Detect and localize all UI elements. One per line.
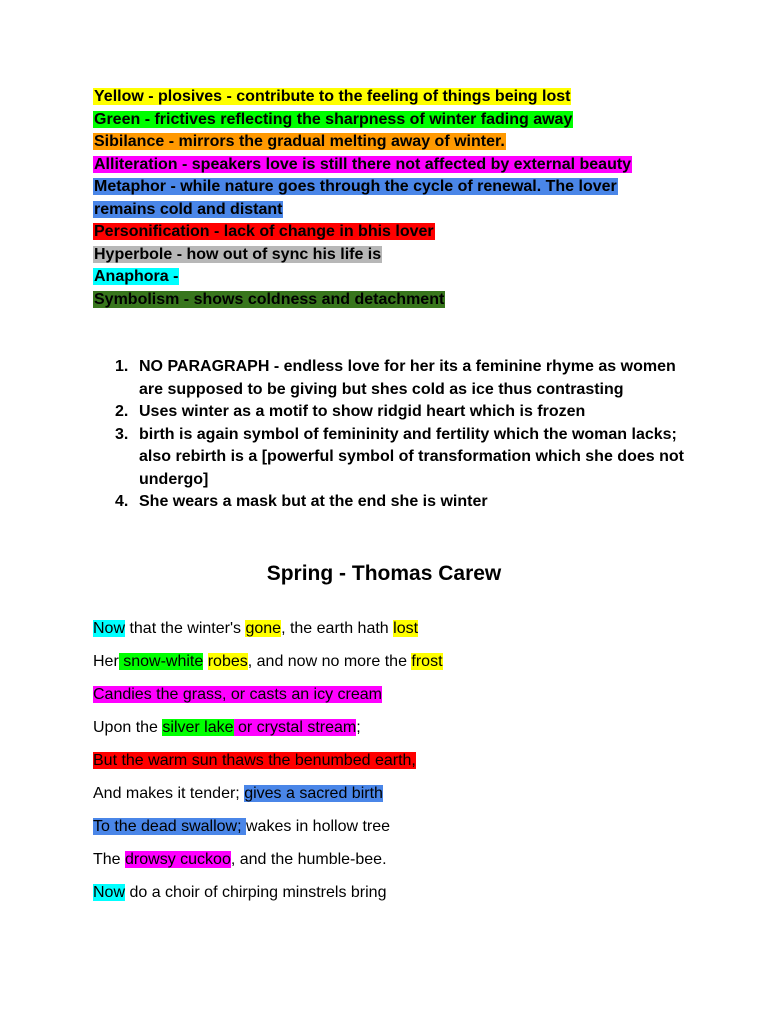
poem-highlight: But the warm sun thaws the benumbed earth, [93, 752, 416, 769]
poem-text: do a choir of chirping minstrels bring [125, 884, 387, 901]
note-number: 3. [115, 425, 129, 443]
poem-highlight: lost [393, 620, 419, 637]
legend-highlight: Metaphor - while nature goes through the cycle of renewal. The lover remains cold and distant [94, 178, 617, 218]
legend-line [93, 221, 653, 244]
legend-line [93, 109, 653, 132]
legend-highlight: Personification - lack of change in bhis lover [94, 223, 434, 240]
poem-text: , the earth hath [281, 620, 394, 637]
poem-body [93, 618, 693, 915]
legend-highlight: Hyperbole - how out of sync his life is [94, 245, 382, 263]
note-item [93, 356, 693, 401]
note-number: 2. [115, 403, 129, 420]
note-item [93, 401, 693, 424]
legend-highlight: Yellow - plosives - contribute to the feeling of things being lost [94, 88, 571, 105]
poem-highlight: frost [411, 653, 443, 670]
poem-highlight: Now [93, 884, 126, 901]
poem-text: ; [356, 719, 361, 736]
poem-text: Upon the [93, 719, 163, 736]
legend-line [93, 131, 653, 154]
poem-line [93, 882, 693, 915]
legend-highlight: Anaphora - [94, 268, 179, 285]
poem-line [93, 717, 693, 750]
poem-highlight: drowsy cuckoo [125, 851, 231, 868]
poem-line [93, 651, 693, 684]
legend-line [93, 266, 653, 289]
legend-line [93, 244, 653, 267]
note-lead: NO PARAGRAPH - [139, 358, 280, 375]
poem-text: The [93, 851, 126, 868]
poem-highlight: Now [93, 620, 126, 637]
legend-highlight: Symbolism - shows coldness and detachment [94, 290, 445, 308]
note-item [93, 424, 693, 492]
poem-highlight: Candies the grass, or casts an icy cream [93, 686, 383, 703]
legend-line [93, 176, 653, 221]
poem-text: wakes in hollow tree [245, 818, 391, 835]
poem-line [93, 783, 693, 816]
poem-highlight: silver lake [162, 719, 234, 736]
legend-highlight: Green - frictives reflecting the sharpness of winter fading away [94, 110, 573, 128]
poem-text: that the winter's [125, 620, 246, 637]
analysis-notes-list [93, 356, 693, 514]
note-text: birth is again symbol of femininity and fertility which the woman lacks; also rebirth is a [powerful symbol of transformation which she does not undergo] [139, 425, 684, 488]
poem-highlight: snow-white [118, 653, 204, 670]
legend-highlight: Sibilance - mirrors the gradual melting away of winter. [94, 133, 505, 150]
poem-line [93, 750, 693, 783]
poem-text: And makes it tender; [93, 785, 245, 802]
legend-highlight: Alliteration - speakers love is still there not affected by external beauty [94, 155, 632, 173]
note-text: She wears a mask but at the end she is winter [139, 493, 488, 510]
poem-text: , and now no more the [247, 653, 412, 670]
legend-line [93, 154, 653, 177]
poem-title: Spring - Thomas Carew [266, 562, 502, 585]
note-text: endless love for her its a feminine rhyme as women are supposed to be giving but shes cold as ice thus contrasting [139, 358, 676, 398]
poem-highlight: robes [207, 653, 248, 670]
poem-highlight: gone [245, 620, 282, 637]
poem-text: Her [93, 653, 119, 670]
poem-line [93, 618, 693, 651]
note-number: 4. [115, 493, 129, 510]
legend-line [93, 289, 653, 312]
color-legend [93, 86, 653, 311]
note-text: Uses winter as a motif to show ridgid heart which is frozen [139, 403, 586, 420]
poem-highlight: To the dead swallow; [93, 818, 246, 835]
note-number: 1. [115, 358, 129, 375]
note-item [93, 491, 693, 514]
legend-line [93, 86, 653, 109]
poem-line [93, 684, 693, 717]
poem-text: , and the humble-bee. [230, 851, 387, 868]
poem-line [93, 849, 693, 882]
poem-highlight: or crystal stream [233, 719, 357, 736]
poem-line [93, 816, 693, 849]
poem-highlight: gives a sacred birth [244, 785, 383, 802]
